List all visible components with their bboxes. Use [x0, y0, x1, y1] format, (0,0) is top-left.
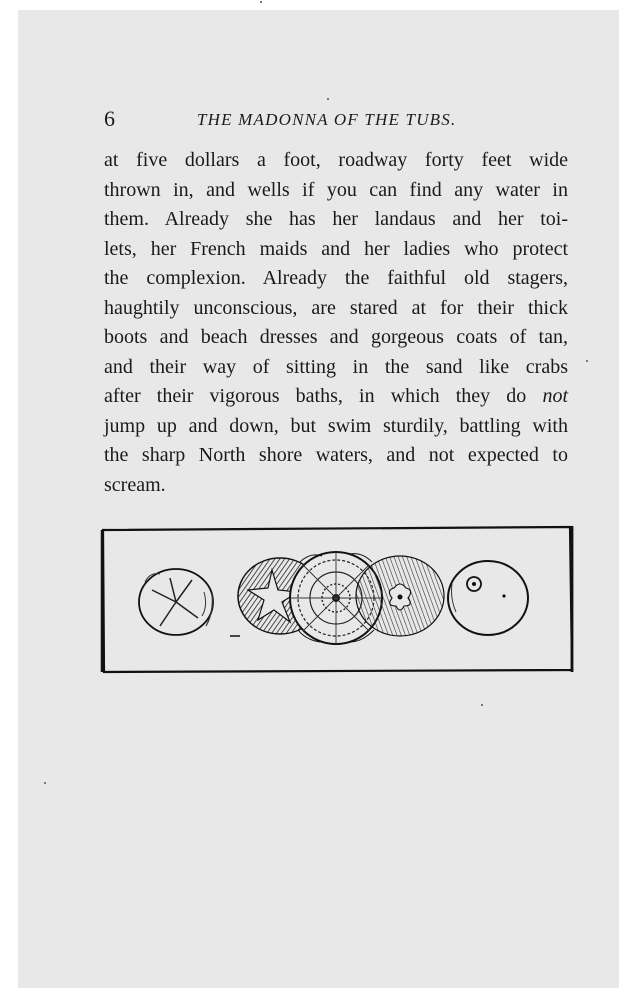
running-title: THE MADONNA OF THE TUBS.	[197, 110, 457, 129]
round-stone	[448, 561, 528, 635]
text-line-with-emphasis	[104, 382, 568, 412]
scan-margin-bottom	[0, 988, 633, 1000]
text-line: thrown in, and wells if you can find any water in	[104, 178, 568, 201]
scan-margin-left	[0, 0, 18, 1000]
emphasis-word: not	[542, 385, 568, 407]
sand-dollar-outline	[139, 569, 213, 635]
text-line: scream.	[104, 473, 166, 496]
text-line: lets, her French maids and her ladies who protect	[104, 237, 568, 260]
sand-dollar-shaded	[356, 556, 444, 636]
text-line: at five dollars a foot, roadway forty feet wide	[104, 149, 568, 171]
text-line: the complexion. Already the faithful old stagers,	[104, 267, 568, 289]
page-number: 6	[104, 106, 115, 131]
text-line: the sharp North shore waters, and not expected to	[104, 444, 568, 466]
text-line-start: after their vigorous baths, in which they do	[104, 385, 543, 407]
text-line: jump up and down, but swim sturdily, battling with	[104, 414, 568, 437]
running-head	[104, 106, 574, 136]
scan-margin-top	[0, 0, 633, 10]
body-text	[104, 146, 568, 500]
text-line: haughtily unconscious, are stared at for their thick	[104, 296, 568, 319]
shells-illustration	[100, 522, 574, 674]
text-line: and their way of sitting in the sand like crabs	[104, 355, 568, 378]
text-line: them. Already she has her landaus and her toi-	[104, 208, 568, 230]
text-line: boots and beach dresses and gorgeous coats of tan,	[104, 326, 568, 348]
scan-margin-right	[619, 0, 633, 1000]
